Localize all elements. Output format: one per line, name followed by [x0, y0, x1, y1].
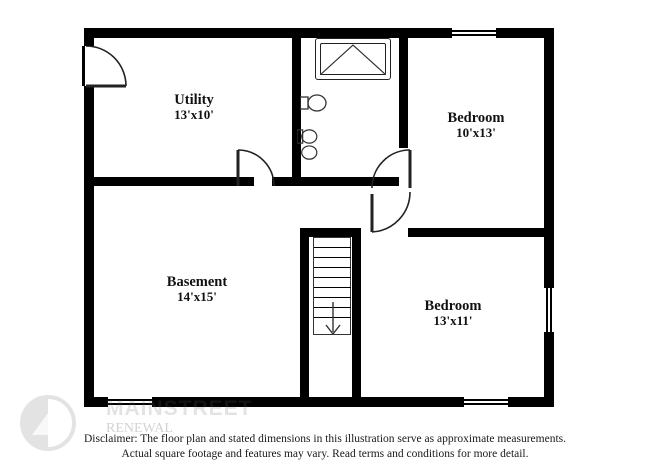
exterior-wall-right	[544, 28, 554, 407]
stair-tread-4	[314, 277, 351, 278]
disclaimer-text	[0, 432, 650, 463]
interior-wall-stair-right	[352, 228, 361, 407]
stair-tread-5	[314, 287, 351, 288]
bathtub-diagonal-lines	[320, 43, 386, 75]
interior-wall-stair-top	[300, 228, 361, 237]
room-label-bedroom-upper	[406, 110, 546, 141]
door-swing-bedroom-upper	[370, 148, 412, 190]
door-swing-utility-left	[84, 46, 128, 90]
stair-tread-6	[314, 297, 351, 298]
window-frame-bottom-left-2	[108, 403, 152, 405]
disclaimer-line-2: Actual square footage and features may vary. Read terms and conditions for more detail.	[121, 448, 529, 461]
window-frame-bottom-left	[108, 399, 152, 401]
room-dims-utility: 13'x10'	[174, 107, 214, 123]
stair-tread-2	[314, 257, 351, 258]
watermark-line1: MAINSTREET	[106, 397, 253, 420]
interior-wall-bedroom-split	[408, 228, 554, 237]
stair-tread-3	[314, 267, 351, 268]
interior-wall-stair-left	[300, 228, 309, 407]
room-name-utility: Utility	[174, 92, 214, 108]
window-frame-top-right	[452, 30, 496, 32]
room-label-bedroom-lower	[383, 298, 523, 329]
room-label-utility	[124, 92, 264, 123]
room-name-bedroom-upper: Bedroom	[447, 110, 505, 126]
interior-wall-utility-bottom-2	[272, 177, 301, 186]
disclaimer-line-1: Disclaimer: The floor plan and stated dimensions in this illustration serve as approximate measurements.	[83, 432, 567, 445]
door-swing-bedroom-lower	[370, 190, 412, 234]
door-swing-utility-hall	[236, 148, 276, 188]
window-frame-top-right-2	[452, 34, 496, 36]
room-dims-bedroom-lower: 13'x11'	[433, 313, 473, 329]
room-dims-basement: 14'x15'	[177, 289, 217, 305]
window-frame-right-lower	[546, 288, 548, 332]
sink-fixture	[300, 93, 328, 115]
room-name-basement: Basement	[166, 274, 228, 290]
watermark-line2: RENEWAL	[106, 421, 173, 436]
room-label-basement	[127, 274, 267, 305]
window-frame-bottom-right-2	[464, 403, 508, 405]
interior-wall-utility-bottom	[94, 177, 254, 186]
stair-tread-1	[314, 247, 351, 248]
toilet-fixture	[297, 128, 322, 162]
stair-direction-arrow	[318, 300, 348, 340]
window-frame-right-lower-2	[550, 288, 552, 332]
room-dims-bedroom-upper: 10'x13'	[456, 125, 496, 141]
room-name-bedroom-lower: Bedroom	[424, 298, 482, 314]
window-frame-bottom-right	[464, 399, 508, 401]
